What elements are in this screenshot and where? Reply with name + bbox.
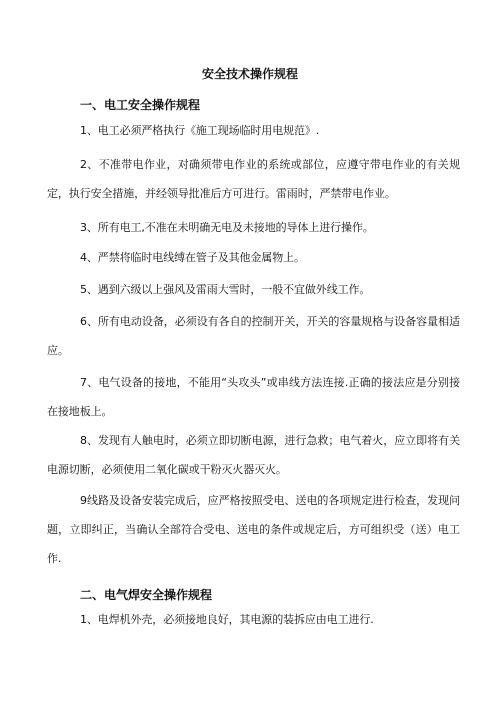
section-heading-welding: 二、电气焊安全操作规程 [80,588,213,602]
paragraph-1-8: 8、发现有人触电时，必须立即切断电源，进行急救；电气着火，应立即将有关电源切断，必须使用二氧化碳或干粉灭火器灭火。 [47,434,460,476]
paragraph-1-1: 1、电工必须严格执行《施工现场临时用电规范》. [80,124,320,137]
paragraph-1-7: 7、电气设备的接地，不能用“头攻头”或串线方法连接.正确的接法应是分别接在接地板上。 [47,376,460,418]
document-title: 安全技术操作规程 [201,67,298,81]
paragraph-1-6: 6、所有电动设备，必须设有各自的控制开关，开关的容量规格与设备容量相适应。 [47,315,460,357]
paragraph-1-9: 9线路及设备安装完成后，应严格按照受电、送电的各项规定进行检查，发现问题，立即纠正，当确认全部符合受电、送电的条件或规定后，方可组织受（送）电工作. [47,494,460,565]
paragraph-1-3: 3、所有电工,不准在未明确无电及未接地的导体上进行操作。 [80,221,374,234]
paragraph-1-4: 4、严禁将临时电线缚在管子及其他金属物上。 [80,251,305,264]
paragraph-1-5: 5、遇到六级以上强风及雷雨大雪时，一般不宜做外线工作。 [80,283,371,296]
paragraph-1-2: 2、不准带电作业，对确须带电作业的系统或部位，应遵守带电作业的有关规定，执行安全措施，并经领导批准后方可进行。雷雨时，严禁带电作业。 [47,158,460,200]
paragraph-2-1: 1、电焊机外壳，必须接地良好，其电源的装拆应由电工进行. [80,613,374,626]
section-heading-electrician: 一、电工安全操作规程 [80,98,201,112]
